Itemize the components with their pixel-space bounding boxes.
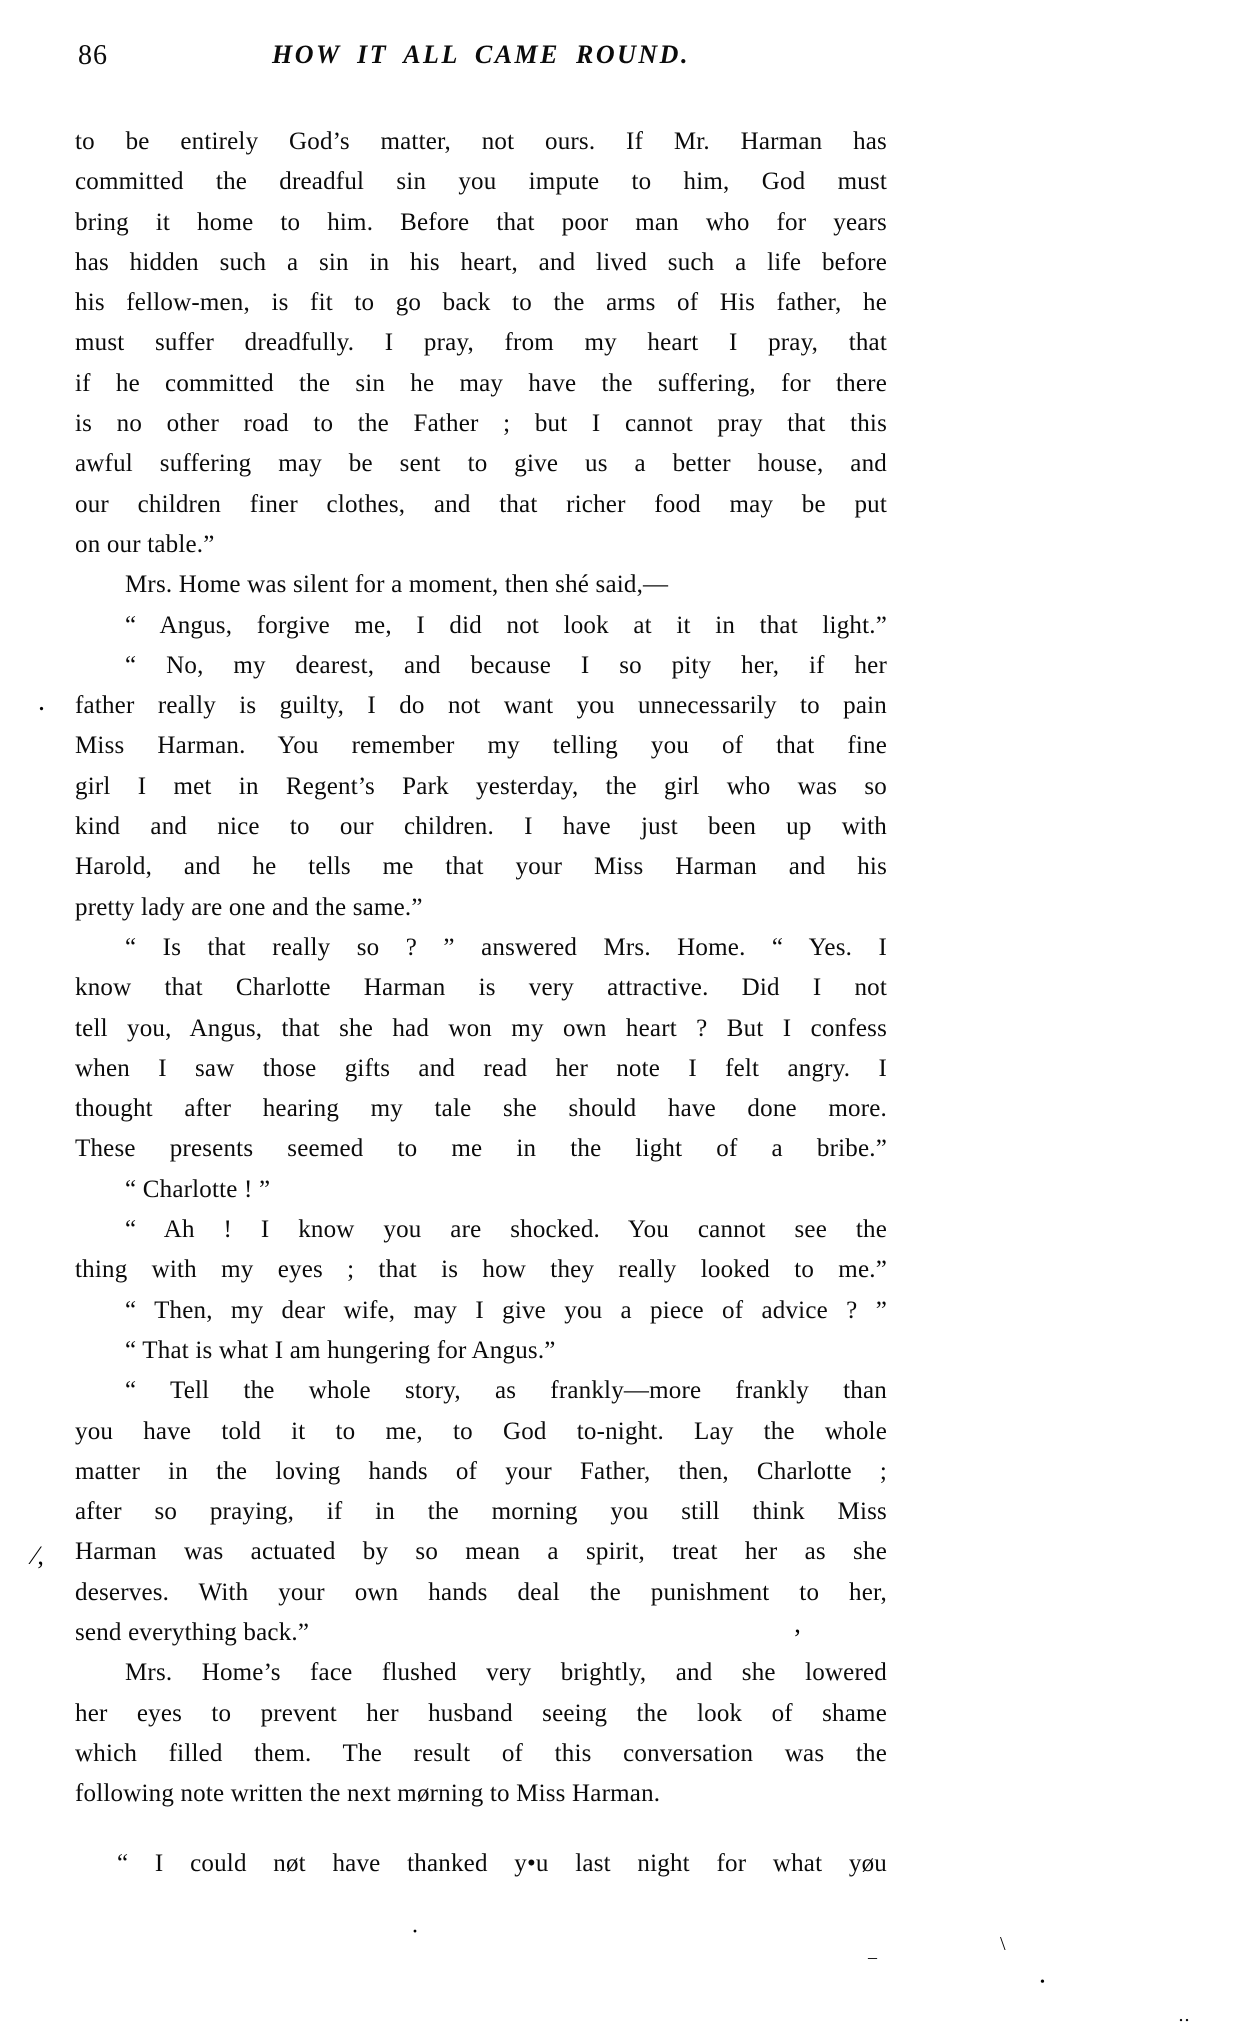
text-line: deserves. With your own hands deal the punishment to her, — [75, 1578, 887, 1606]
text-line: you have told it to me, to God to-night. Lay the whole — [75, 1417, 887, 1445]
body-text-block — [75, 122, 887, 1885]
text-line: “ Ah ! I know you are shocked. You cannot see the — [125, 1216, 887, 1244]
running-head — [75, 40, 887, 76]
text-line: thought after hearing my tale she should have done more. — [75, 1095, 887, 1123]
text-line: “ Is that really so ? ” answered Mrs. Home. “ Yes. I — [125, 933, 887, 961]
text-line: “ No, my dearest, and because I so pity her, if her — [125, 651, 887, 679]
text-line: his fellow-men, is fit to go back to the arms of His father, he — [75, 289, 887, 317]
text-line: our children finer clothes, and that richer food may be put — [75, 490, 887, 518]
scan-artifact-mark: – — [868, 1947, 877, 1967]
scan-artifact-mark: ⁄, — [33, 1541, 44, 1570]
scan-artifact-mark: . — [38, 686, 45, 717]
running-title: HOW IT ALL CAME ROUND. — [272, 40, 690, 69]
text-line: Miss Harman. You remember my telling you of that fine — [75, 732, 887, 760]
text-line: know that Charlotte Harman is very attractive. Did I not — [75, 974, 887, 1002]
text-line: “ Then, my dear wife, may I give you a piece of advice ? ” — [125, 1296, 887, 1324]
text-line: These presents seemed to me in the light of a bribe.” — [75, 1135, 887, 1163]
scan-artifact-mark: ’ — [793, 1624, 802, 1653]
text-line: has hidden such a sin in his heart, and lived such a life before — [75, 248, 887, 276]
text-line: awful suffering may be sent to give us a better house, and — [75, 450, 887, 478]
text-line: kind and nice to our children. I have just been up with — [75, 813, 887, 841]
text-line: “ Tell the whole story, as frankly—more frankly than — [125, 1377, 887, 1405]
text-line: Mrs. Home’s face flushed very brightly, and she lowered — [125, 1659, 887, 1687]
text-line: is no other road to the Father ; but I cannot pray that this — [75, 410, 887, 438]
text-line: on our table.” — [75, 530, 215, 558]
text-line: “ Charlotte ! ” — [125, 1175, 271, 1203]
text-line: tell you, Angus, that she had won my own heart ? But I confess — [75, 1014, 887, 1042]
text-line: father really is guilty, I do not want you unnecessarily to pain — [75, 692, 887, 720]
text-line: “ Angus, forgive me, I did not look at it in that light.” — [125, 611, 887, 639]
scan-artifact-mark: · — [411, 1919, 419, 1945]
text-line: to be entirely God’s matter, not ours. If Mr. Harman has — [75, 128, 887, 155]
text-line: if he committed the sin he may have the suffering, for there — [75, 369, 887, 397]
text-line: following note written the next mørning to Miss Harman. — [75, 1780, 661, 1808]
text-line: “ That is what I am hungering for Angus.” — [125, 1336, 556, 1364]
text-line: her eyes to prevent her husband seeing the look of shame — [75, 1699, 887, 1727]
text-line: committed the dreadful sin you impute to him, God must — [75, 168, 887, 196]
page-number: 86 — [78, 40, 108, 71]
text-line: pretty lady are one and the same.” — [75, 893, 423, 921]
text-line: Harman was actuated by so mean a spirit, treat her as she — [75, 1538, 887, 1566]
text-line: after so praying, if in the morning you still think Miss — [75, 1498, 887, 1526]
text-line: Harold, and he tells me that your Miss Harman and his — [75, 853, 887, 881]
text-line: which filled them. The result of this conversation was the — [75, 1739, 887, 1767]
text-line: bring it home to him. Before that poor man who for years — [75, 208, 887, 236]
text-line: matter in the loving hands of your Father, then, Charlotte ; — [75, 1457, 887, 1485]
text-line: Mrs. Home was silent for a moment, then shé said,— — [125, 571, 669, 599]
text-line: send everything back.” — [75, 1618, 310, 1646]
text-line: when I saw those gifts and read her note I felt angry. I — [75, 1054, 887, 1082]
text-line: must suffer dreadfully. I pray, from my heart I pray, that — [75, 329, 887, 357]
text-line: girl I met in Regent’s Park yesterday, the girl who was so — [75, 772, 887, 800]
scan-artifact-mark: \ — [1000, 1933, 1006, 1955]
scan-artifact-mark: • — [1040, 1975, 1045, 1990]
text-line: “ I could nøt have thanked y•u last night for what yøu — [117, 1850, 887, 1878]
text-line: thing with my eyes ; that is how they really looked to me.” — [75, 1256, 887, 1284]
scan-artifact-mark: ‥ — [1178, 2005, 1191, 2025]
